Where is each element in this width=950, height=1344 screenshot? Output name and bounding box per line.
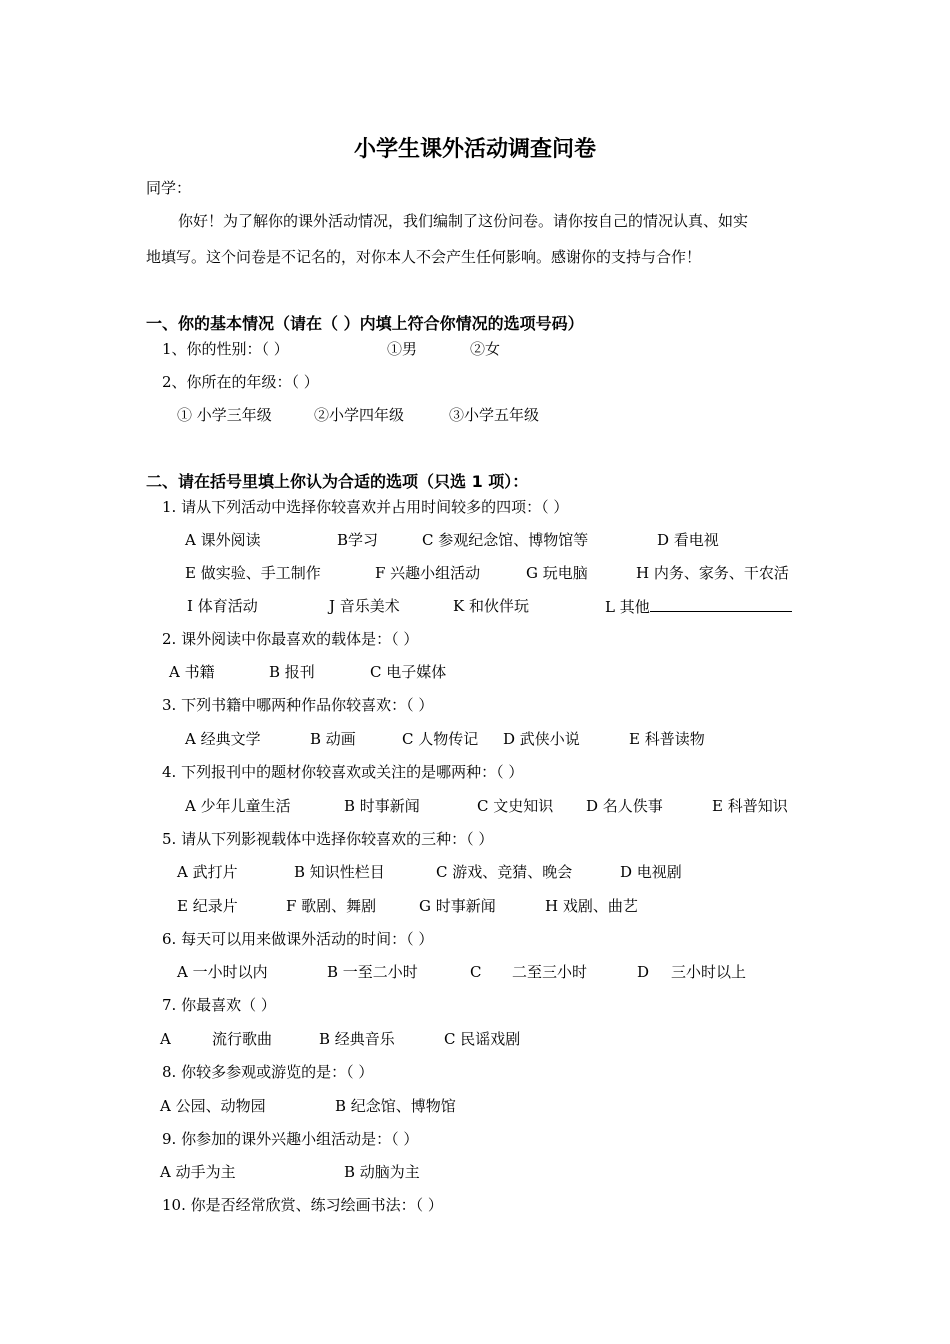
q4-option: D 名人佚事 [586,797,663,815]
q2-option: C 电子媒体 [370,663,447,681]
q1-option: F 兴趣小组活动 [375,564,481,582]
q6-option: 三小时以上 [671,963,747,981]
q7-option: C 民谣戏剧 [444,1030,521,1048]
q3-option: D 武侠小说 [503,730,580,748]
s1-q2-text: 2、你所在的年级：（ ） [162,373,319,391]
q5-option: B 知识性栏目 [294,863,385,881]
q5-option: E 纪录片 [177,897,238,915]
q6-option: 二至三小时 [512,963,588,981]
q10-text: 10. 你是否经常欣赏、练习绘画书法：（ ） [162,1196,443,1214]
s1-q2-opt2: ②小学四年级 [314,406,405,424]
q9-option: A 动手为主 [160,1163,236,1181]
q1-option: E 做实验、手工制作 [185,564,321,582]
q6-option: B 一至二小时 [327,963,418,981]
section-2-heading: 二、请在括号里填上你认为合适的选项（只选 1 项）： [146,472,529,491]
q1-option: J 音乐美术 [329,597,400,615]
q6-option: A 一小时以内 [177,963,268,981]
q8-text: 8. 你较多参观或游览的是：（ ） [162,1063,374,1081]
q5-option: H 戏剧、曲艺 [545,897,638,915]
q7-option-letter: A [160,1030,171,1048]
q1-text: 1. 请从下列活动中选择你较喜欢并占用时间较多的四项：（ ） [162,498,569,516]
q5-option: G 时事新闻 [419,897,496,915]
q3-option: B 动画 [310,730,356,748]
q7-text: 7. 你最喜欢（ ） [162,996,276,1014]
q4-option: A 少年儿童生活 [185,797,291,815]
q5-option: F 歌剧、舞剧 [286,897,377,915]
q1-option: C 参观纪念馆、博物馆等 [422,531,589,549]
q4-text: 4. 下列报刊中的题材你较喜欢或关注的是哪两种：（ ） [162,763,524,781]
q1-option: G 玩电脑 [526,564,588,582]
q3-option: E 科普读物 [629,730,705,748]
q7-option: B 经典音乐 [319,1030,395,1048]
q6-option-letter: C [470,963,482,981]
q1-option: D 看电视 [657,531,719,549]
s1-q1-opt1: ①男 [387,340,418,358]
q4-option: B 时事新闻 [344,797,420,815]
other-answer-blank[interactable] [650,596,792,612]
q9-text: 9. 你参加的课外兴趣小组活动是：（ ） [162,1130,419,1148]
q8-option: A 公园、动物园 [160,1097,266,1115]
q2-text: 2. 课外阅读中你最喜欢的载体是：（ ） [162,630,419,648]
s1-q2-opt1: ① 小学三年级 [177,406,272,424]
q1-option-other-label: L 其他 [605,598,650,616]
greeting: 同学： [146,179,192,197]
q7-option: 流行歌曲 [212,1030,273,1048]
q2-option: B 报刊 [269,663,315,681]
q1-option: K 和伙伴玩 [453,597,529,615]
q3-text: 3. 下列书籍中哪两种作品你较喜欢：（ ） [162,696,434,714]
q6-option-letter: D [637,963,650,981]
intro-line-2: 地填写。这个问卷是不记名的，对你本人不会产生任何影响。感谢你的支持与合作！ [146,248,702,266]
page-title: 小学生课外活动调查问卷 [353,137,596,162]
q5-option: A 武打片 [177,863,238,881]
q1-option-other [605,596,792,617]
q1-option: H 内务、家务、干农活 [636,564,789,582]
q1-option: A 课外阅读 [185,531,261,549]
s1-q1-opt2: ②女 [470,340,501,358]
q2-option: A 书籍 [169,663,215,681]
s1-q1-text: 1、你的性别：（ ） [162,340,289,358]
q9-option: B 动脑为主 [344,1163,420,1181]
q5-text: 5. 请从下列影视载体中选择你较喜欢的三种：（ ） [162,830,494,848]
q1-option: B学习 [337,531,379,549]
q4-option: E 科普知识 [712,797,788,815]
section-1-heading: 一、你的基本情况（请在（ ）内填上符合你情况的选项号码） [146,314,584,333]
intro-line-1: 你好！为了解你的课外活动情况，我们编制了这份问卷。请你按自己的情况认真、如实 [178,212,749,230]
q8-option: B 纪念馆、博物馆 [335,1097,456,1115]
q6-text: 6. 每天可以用来做课外活动的时间：（ ） [162,930,434,948]
q1-option: I 体育活动 [187,597,258,615]
s1-q2-opt3: ③小学五年级 [449,406,540,424]
q4-option: C 文史知识 [477,797,554,815]
q5-option: D 电视剧 [620,863,682,881]
q3-option: C 人物传记 [402,730,479,748]
q5-option: C 游戏、竞猜、晚会 [436,863,573,881]
q3-option: A 经典文学 [185,730,261,748]
